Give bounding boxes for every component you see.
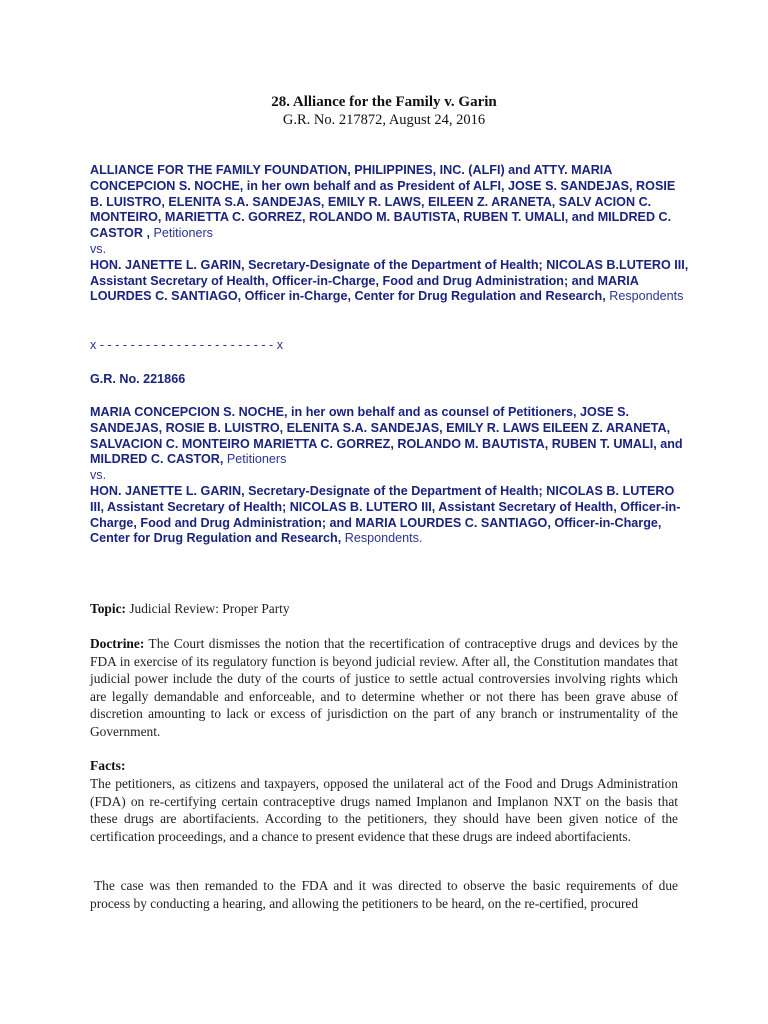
case1-petitioners-label: Petitioners (149, 226, 213, 241)
case2-vs: vs. (90, 468, 107, 483)
case1-petitioners: ALLIANCE FOR THE FAMILY FOUNDATION, PHILIPPINES, INC. (ALFI) and ATTY. MARIA CONCEPCION S. NOCHE, in her own behalf and as President of ALFI, JOSE S. SANDEJAS, ROSIE B. LUISTRO, ELENITA S.A. SANDEJAS, EMILY R. LAWS, EILEEN Z. ARANETA, SALV ACION C. MONTEIRO, MARIETTA C. GORREZ, ROLANDO M. BAUTISTA, RUBEN T. UMALI, and MILDRED C. CASTOR , (90, 163, 676, 241)
facts-heading: Facts: (90, 758, 126, 773)
case1-respondents-label: Respondents (605, 289, 684, 304)
case1-vs: vs. (90, 241, 107, 256)
case-citation: G.R. No. 217872, August 24, 2016 (282, 112, 486, 128)
case2-caption (90, 405, 690, 547)
case-title: 28. Alliance for the Family v. Garin (271, 94, 497, 110)
facts-paragraph-1: The petitioners, as citizens and taxpayers, opposed the unilateral act of the Food and Drugs Administration (FDA) on re-certifying certain contraceptive drugs named Implanon and Implanon NXT on the basis that these drugs are abortifacients. According to the petitioners, they should have been given notice of the certification proceedings, and a chance to present evidence that these drugs are indeed abortifacients. (90, 776, 678, 844)
case2-petitioners-label: Petitioners (223, 452, 287, 467)
topic-line (90, 600, 678, 618)
topic-text: Judicial Review: Proper Party (125, 601, 290, 616)
case1-caption (90, 163, 690, 305)
doctrine-text: The Court dismisses the notion that the recertification of contraceptive drugs and devices by the FDA in exercise of its regulatory function is beyond judicial review. After all, the Constitution mandates that judicial power include the duty of the courts of justice to settle actual controversies involving rights which are legally demandable and enforceable, and to determine whether or not there has been grave abuse of discretion amounting to lack or excess of jurisdiction on the part of any branch or instrumentality of the Government. (90, 636, 678, 739)
facts-paragraph-2: The case was then remanded to the FDA and it was directed to observe the basic requirements of due process by conducting a hearing, and allowing the petitioners to be heard, on the re-certified, procured (90, 878, 678, 911)
case2-grno: G.R. No. 221866 (90, 372, 186, 386)
case-separator: x - - - - - - - - - - - - - - - - - - - - - - - x (90, 338, 284, 352)
topic-label: Topic: (90, 601, 126, 616)
case2-respondents: HON. JANETTE L. GARIN, Secretary-Designate of the Department of Health; NICOLAS B. LUTERO III, Assistant Secretary of Health; NICOLAS B. LUTERO III, Assistant Secretary of Health, Officer-in-Charge, Food and Drug Administration; and MARIA LOURDES C. SANTIAGO, Officer-in-Charge, Center for Drug Regulation and Research, (90, 483, 681, 546)
case2-petitioners: MARIA CONCEPCION S. NOCHE, in her own behalf and as counsel of Petitioners, JOSE S. SANDEJAS, ROSIE B. LUISTRO, ELENITA S.A. SANDEJAS, EMILY R. LAWS EILEEN Z. ARANETA, SALVACION C. MONTEIRO MARIETTA C. GORREZ, ROLANDO M. BAUTISTA, RUBEN T. UMALI, and MILDRED C. CASTOR, (90, 405, 683, 467)
case1-respondents: HON. JANETTE L. GARIN, Secretary-Designate of the Department of Health; NICOLAS B.LUTERO III, Assistant Secretary of Health, Officer-in-Charge, Food and Drug Administration; and MARIA LOURDES C. SANTIAGO, Officer in-Charge, Center for Drug Regulation and Research, (90, 257, 689, 304)
doctrine-label: Doctrine: (90, 636, 145, 651)
doctrine-paragraph (90, 635, 678, 741)
case2-respondents-label: Respondents. (341, 531, 423, 546)
